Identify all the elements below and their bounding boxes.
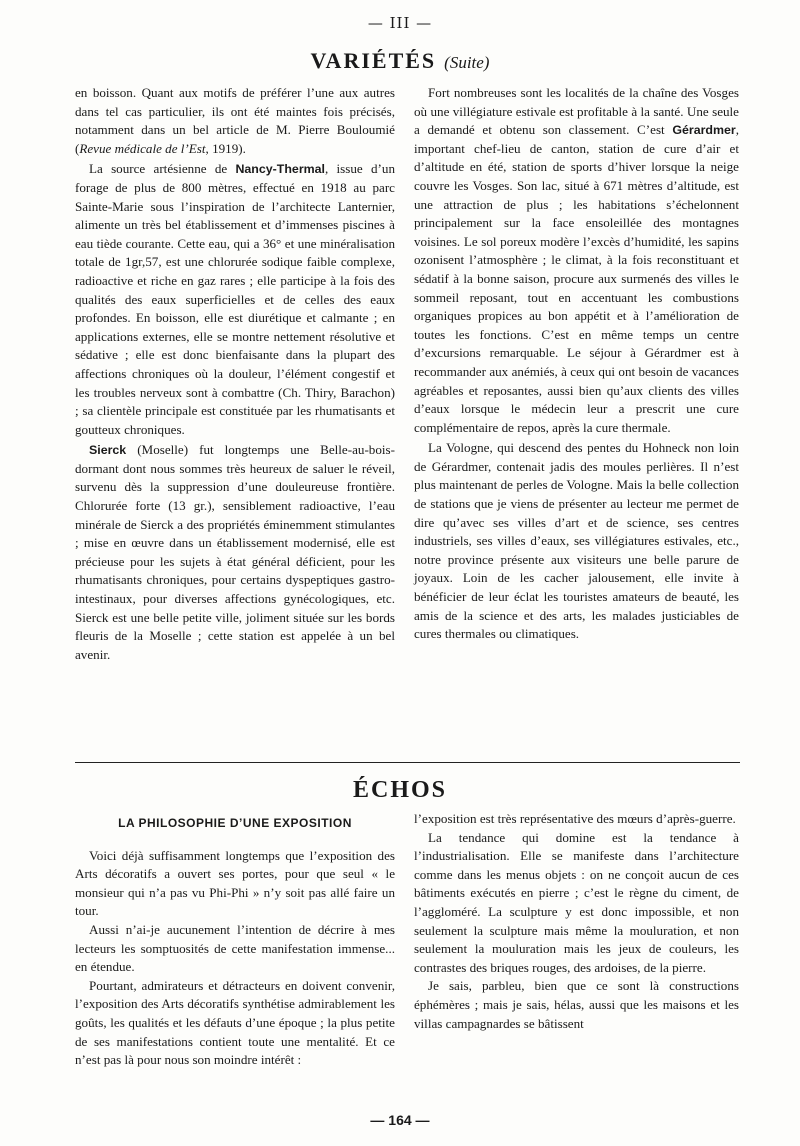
paragraph: l’exposition est très représentative des mœurs d’après-guerre. bbox=[414, 811, 736, 826]
echos-subheading: LA PHILOSOPHIE D’UNE EXPOSITION bbox=[118, 816, 352, 830]
echos-right-column bbox=[414, 810, 739, 1033]
page-number-top: — III — bbox=[367, 14, 433, 32]
paragraph-gerardmer: Fort nombreuses sont les localités de la chaîne des Vosges où une villégiature estivale est profitable à la santé. Une seule a demandé et obtenu son classement. C’est Gérardmer, important chef-lieu de canton, station de cure d’air et d’altitude en été, station de sports d’hiver lorsque la neige couvre les Vosges. Son lac, situé à 671 mètres d’altitude, est une attraction de plus ; les habitations s’échelonnent principalement sur la face ensoleillée des montagnes voisines. Le sol poreux modère l’excès d’humidité, les sapins ozonisent l’atmosphère ; le climat, à la fois reconstituant et sédatif à la bonne saison, procure aux surmenés des villes le sommeil reposant, tout en accentuant les combustions organiques propices au bon appétit et à l’amélioration de toutes les fonctions. C’est en même temps un centre d’excursions remarquable. Le séjour à Gérardmer est à recommander aux anémiés, à ceux qui ont besoin de vacances agréables et reposantes, aussi bien qu’aux clients des villes d’eaux lorsque le médecin leur a prescrit une cure complémentaire de repos, après la cure thermale. bbox=[414, 85, 739, 435]
section-divider bbox=[75, 762, 740, 763]
paragraph: Pourtant, admirateurs et détracteurs en doivent convenir, l’exposition des Arts décoratifs synthétise admirablement les goûts, les qualités et les défauts d’une époque ; la plus petite de ses manifestations contient toute une mentalité. Et ce n’est pas là pour nous son moindre intérêt : bbox=[75, 977, 395, 1068]
paragraph-nancy-thermal: La source artésienne de Nancy-Thermal, issue d’un forage de plus de 800 mètres, effectué en 1918 au parc Sainte-Marie sous l’inspiration de l’architecte Lanternier, alimente un très bel établissement et d’immenses piscines à eau tiède courante. Cette eau, qui a 36° et une minéralisation totale de 1gr,57, est une chlorurée sodique faible complexe, radioactive et riche en gaz rares ; elle participe à la fois des qualités des eaux superficielles et de celles des eaux profondes. En boisson, elle est diurétique et calmante ; en applications externes, elle se montre nettement résolutive et sédative ; elle est donc bienfaisante dans la plupart des affections chroniques où la douleur, l’élément congestif et les troubles nerveux sont à combattre (Ch. Thiry, Barachon) ; sa clientèle principale est constituée par les rhumatisants et goutteux chroniques. bbox=[75, 161, 395, 437]
varietes-left-column bbox=[75, 84, 395, 664]
paragraph-vologne: La Vologne, qui descend des pentes du Hohneck non loin de Gérardmer, contenait jadis des moules perlières. Il n’est plus maintenant de perles de Vologne. Mais la belle collection de stations que je viens de présenter au lecteur me permet de dire qu’avec ses villes d’art et de science, ses centres industriels, ses villes d’eaux, ses villégiatures estivales, etc., notre province présente aux visiteurs une belle parure de joyaux. Loin de les cacher jalousement, elle invite à bénéficier de leur éclat les touristes amateurs de beauté, les amis de la science et des arts, les malades justiciables de cures thermales ou climatiques. bbox=[414, 440, 739, 642]
section-title-text: VARIÉTÉS bbox=[310, 48, 437, 73]
section-title-suffix: (Suite) bbox=[444, 53, 490, 72]
paragraph: Aussi n’ai-je aucunement l’intention de décrire à mes lecteurs les somptuosités de cette manifestation immense... en étendue. bbox=[75, 921, 395, 975]
section-title bbox=[0, 48, 800, 74]
paragraph-sierck: Sierck (Moselle) fut longtemps une Belle-au-bois-dormant dont nous sommes très heureux de saluer le réveil, survenu dès la suppression d’une douleureuse frontière. Chlorurée forte (13 gr.), sensiblement radioactive, l’eau minérale de Sierck a des propriétés éminemment stimulantes ; mise en œuvre dans un établissement modernisé, elle est précieuse pour les sujets à état général déficient, pour les rhumatisants chroniques, pour certains dyspeptiques gastro-intestinaux, pour diverses affections gynécologiques, etc. Sierck est une belle petite ville, joliment située sur les bords fleuris de la Moselle ; cette station est appelée à un bel avenir. bbox=[75, 442, 395, 662]
paragraph: La tendance qui domine est la tendance à l’industrialisation. Elle se manifeste dans l’architecture comme dans les menus objets : on ne conçoit aucun de ces bâtiments exécutés en pierre ; c’est le règne du ciment, de l’aggloméré. La sculpture y est donc impossible, et non seulement la sculpture mais même la mouluration, et non seulement la mouluration mais les jeux de couleurs, les contrastes des briques rouges, des ardoises, de la pierre. bbox=[414, 829, 739, 975]
echos-left-column bbox=[75, 810, 395, 1070]
paragraph: en boisson. Quant aux motifs de préférer l’une aux autres dans tel cas particulier, ils ont été maintes fois précisés, notamment dans un bel article de M. Pierre Bouloumié (Revue médicale de l’Est, 1919). bbox=[75, 85, 395, 156]
echos-title: ÉCHOS bbox=[352, 777, 448, 803]
paragraph: Voici déjà suffisamment longtemps que l’exposition des Arts décoratifs a ouvert ses portes, pour que seul « le monsieur qui n’a pas vu Phi-Phi » n’y soit pas allé faire un tour. bbox=[75, 847, 395, 919]
page-number-bottom: — 164 — bbox=[370, 1112, 430, 1128]
varietes-right-column bbox=[414, 84, 739, 644]
paragraph: Je sais, parbleu, bien que ce sont là constructions éphémères ; mais je sais, hélas, aussi que les maisons et les villas campagnardes se bâtissent bbox=[414, 978, 739, 1031]
